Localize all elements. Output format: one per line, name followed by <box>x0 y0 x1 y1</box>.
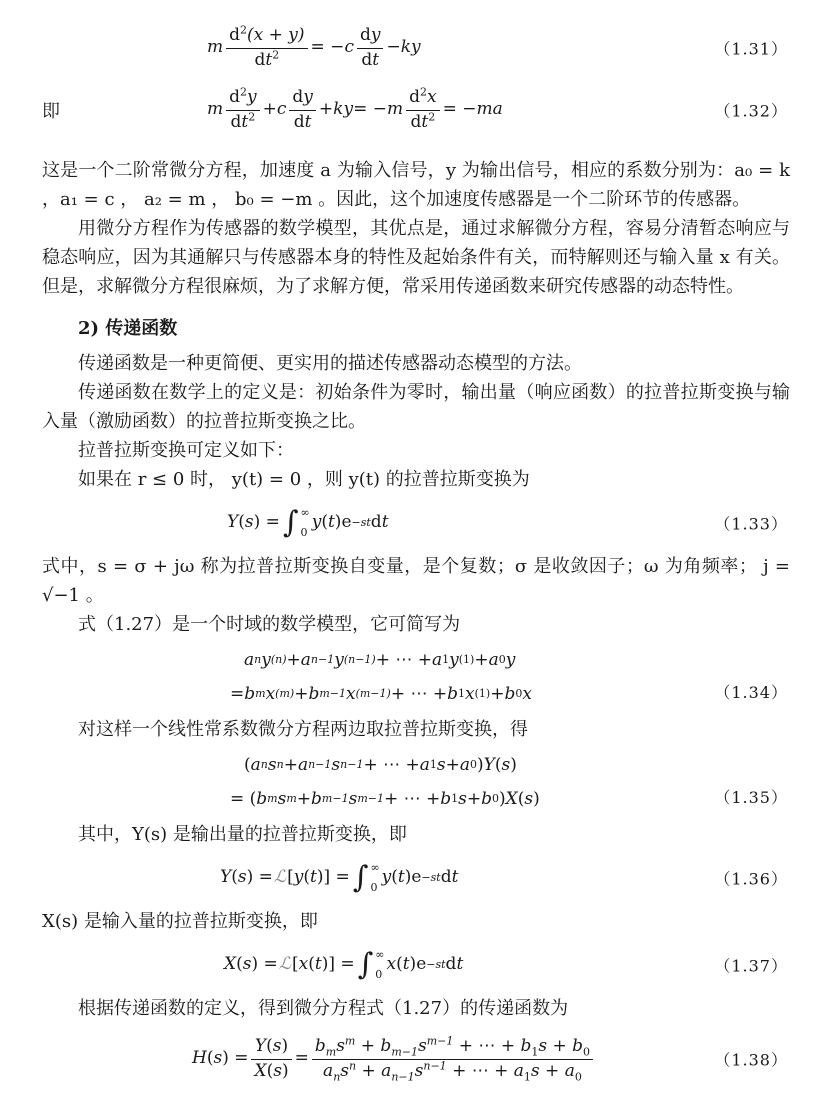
equation-number-1-37: （1.37） <box>714 956 788 976</box>
equation-1-34 <box>42 643 790 711</box>
paragraph-second-order-ode: 这是一个二阶常微分方程，加速度 a 为输入信号，y 为输出信号，相应的系数分别为：a₀ = k ，a₁ = c ， a₂ = m ， b₀ = −m 。因此，这个加速度传感器是一个二阶环节的传感器。 <box>42 160 790 210</box>
paragraph-eq127-simplify: 式（1.27）是一个时域的数学模型，它可简写为 <box>78 614 461 635</box>
paragraph-laplace-define: 拉普拉斯变换可定义如下： <box>78 440 294 461</box>
formula-1-31: m $\frac{d^2(x + y)}{dt^2}$ = − c dy dt − ky <box>207 23 421 70</box>
formula-1-32: m $d^2y$ $dt^2$ + c dy dt + ky = − m $\frac{d^2x}{dt^2}$ = − ma <box>207 85 503 132</box>
equation-number-1-31: （1.31） <box>714 39 788 59</box>
paragraph-tf-definition: 传递函数在数学上的定义是：初始条件为零时，输出量（响应函数）的拉普拉斯变换与输入量（激励函数）的拉普拉斯变换之比。 <box>42 382 790 432</box>
paragraph-laplace-condition: 如果在 r ≤ 0 时， y(t) = 0 ，则 y(t) 的拉普拉斯变换为 <box>78 469 530 490</box>
equation-number-1-34: （1.34） <box>714 683 788 702</box>
formula-1-35-line1: ( a n s n + a n−1 s n−1 + ⋯ + a 1 s + a 0 ) Y ( s ) <box>244 755 517 775</box>
equation-1-31 <box>42 20 790 76</box>
formula-1-35-line2: = ( b m s m + b m−1 s m−1 + ⋯ + b 1 s + b 0 ) X ( s ) <box>230 789 540 809</box>
formula-1-37: X ( s ) = ℒ [ x ( t )] = ∫ ∞ 0 x ( t ) e −st d t <box>224 947 464 982</box>
equation-number-1-33: （1.33） <box>714 514 788 534</box>
formula-1-34-line1: a n y (n) + a n−1 y (n−1) + ⋯ + a 1 y (1) + a 0 y <box>244 650 516 670</box>
formula-1-33: Y ( s ) = ∫ ∞ 0 y ( t ) e −st d t <box>227 505 389 540</box>
equation-1-33 <box>42 500 790 546</box>
equation-label-ji: 即 <box>42 101 60 122</box>
paragraph-tf-intro: 传递函数是一种更简便、更实用的描述传感器动态模型的方法。 <box>78 353 582 374</box>
equation-1-36 <box>42 855 790 901</box>
paragraph-xs-input: X(s) 是输入量的拉普拉斯变换，即 <box>42 911 318 932</box>
equation-1-38 <box>42 1031 790 1087</box>
formula-1-38: H ( s ) = $\frac{Y(s)}{X(s)}$ = $b_ms^m + b_{m-1}s^{m-1}$ + ⋯ + $b_1s + b_0$ $a_ns^n + a_{n-1}s^{n-1}$ + ⋯ + $a_1s + a_0$ <box>192 1037 596 1081</box>
equation-1-32 <box>42 82 790 138</box>
formula-1-34-line2: = b m x (m) + b m−1 x (m−1) + ⋯ + b 1 x (1) + b 0 x <box>230 684 532 704</box>
section-heading-transfer-function: 2) 传递函数 <box>78 318 178 339</box>
equation-1-35 <box>42 748 790 816</box>
paragraph-ode-model-pros-cons: 用微分方程作为传感器的数学模型，其优点是，通过求解微分方程，容易分清暂态响应与稳态响应，因为其通解只与传感器本身的特性及起始条件有关，而特解则还与输入量 x 有关。但是，求解微分方程很麻烦，为了求解方便，常采用传递函数来研究传感器的动态特性。 <box>42 218 790 297</box>
paragraph-ys-output: 其中，Y(s) 是输出量的拉普拉斯变换，即 <box>78 824 407 845</box>
formula-1-34 <box>230 643 532 711</box>
equation-number-1-32: （1.32） <box>714 101 788 121</box>
equation-number-1-36: （1.36） <box>714 869 788 889</box>
formula-1-36: Y ( s ) = ℒ [ y ( t )] = ∫ ∞ 0 y ( t ) e −st d t <box>220 860 459 895</box>
paragraph-tf-of-eq127: 根据传递函数的定义，得到微分方程式（1.27）的传递函数为 <box>78 998 569 1019</box>
equation-number-1-38: （1.38） <box>714 1050 788 1070</box>
formula-1-35 <box>230 748 540 816</box>
equation-1-37 <box>42 942 790 988</box>
paragraph-take-laplace: 对这样一个线性常系数微分方程两边取拉普拉斯变换，得 <box>78 719 528 740</box>
equation-number-1-35: （1.35） <box>714 788 788 807</box>
paragraph-laplace-variable: 式中，s = σ + jω 称为拉普拉斯变换自变量，是个复数；σ 是收敛因子；ω 为角频率； j = √−1 。 <box>42 556 790 606</box>
